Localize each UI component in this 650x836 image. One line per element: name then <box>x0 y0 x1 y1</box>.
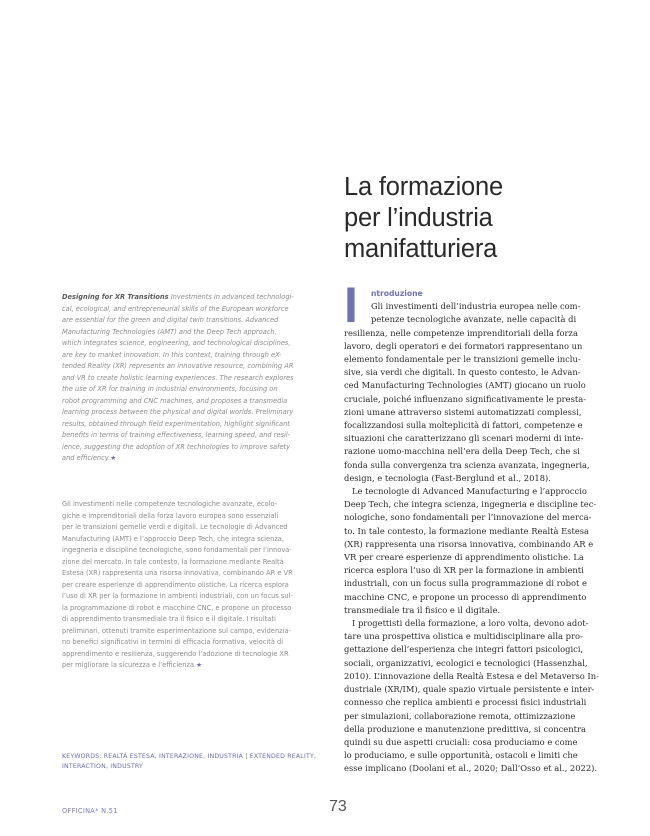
abstract-line: and VR to create holistic learning experiences. The research explores <box>62 373 294 382</box>
body-line: transmediale tra il fisico e il digitale. <box>344 604 501 615</box>
abstract-line: Manufacturing Technologies (AMT) and the Deep Tech approach, <box>62 327 277 336</box>
keywords-line: KEYWORDS: REALTÀ ESTESA, INTERAZIONE, INDUSTRIA | EXTENDED REALITY, <box>62 753 317 760</box>
abstract-line: Designing for XR Transitions Investments in advanced technologi- <box>62 293 294 301</box>
title-line: manifatturiera <box>344 235 498 263</box>
abstract-line: robot programming and CNC machines, and proposes a transmedia <box>62 396 288 405</box>
body-line: ricerca esplora l’uso di XR per la formazione in ambienti <box>344 565 584 576</box>
body-line: industriali, con un focus sulla programmazione di robot e <box>344 578 587 589</box>
ita-line: per creare esperienze di apprendimento olistiche. La ricerca esplora <box>62 580 289 589</box>
body-line: cruciale, poiché influenzano significativamente le presta- <box>344 393 587 404</box>
title-line: La formazione <box>344 173 503 201</box>
abstract-line: results, obtained through field experimentation, highlight significant <box>62 419 290 428</box>
body-line: sociali, organizzativi, ecologici e tecnologici (Hassenzhal, <box>344 657 588 668</box>
body-line: della produzione e manutenzione predittiva, si concentra <box>344 723 586 734</box>
body-line: design, e tecnologia (Fast-Berglund et al., 2018). <box>344 472 551 483</box>
abstract-line: tended Reality (XR) represents an innovative resource, combining AR <box>62 362 294 370</box>
abstract-line: are essential for the green and digital twin transitions. Advanced <box>62 316 279 324</box>
abstract-line: are key to market innovation. In this context, training through eX- <box>62 350 282 359</box>
ita-line: Manufacturing (AMT) e l’approccio Deep Tech, che integra scienza, <box>62 534 284 543</box>
body-line: Deep Tech, che integra scienza, ingegneria e discipline tec- <box>344 499 597 510</box>
ita-line: preliminari, ottenuti tramite esperimentazione sul campo, evidenzia- <box>62 626 291 635</box>
abstract-line: the use of XR for training in industrial environments, focusing on <box>62 385 278 393</box>
body-line: tare una prospettiva olistica e multidisciplinare alla pro- <box>344 631 583 642</box>
page-number: 73 <box>329 798 347 815</box>
abstract-line: learning process between the physical and digital worlds. Preliminary <box>62 408 294 416</box>
body-line: nologiche, sono fondamentali per l’innovazione del merca- <box>344 512 592 523</box>
body-line: Gli investimenti dell’industria europea nelle com- <box>371 301 581 312</box>
body-line: lavoro, degli operatori e dei formatori rappresentano un <box>344 340 583 351</box>
body-line: (XR) rappresenta una risorsa innovativa, combinando AR e <box>344 538 594 549</box>
body-line: situazioni che caratterizzano gli scenari moderni di inte- <box>344 433 584 444</box>
body-line: sive, sia verdi che digitali. In questo contesto, le Advan- <box>344 367 581 378</box>
drop-cap: I <box>344 277 358 333</box>
body-line: per simulazioni, collaborazione remota, ottimizzazione <box>344 710 576 721</box>
ita-line: ingegneria e discipline tecnologiche, sono fondamentali per l’innova- <box>62 546 292 554</box>
body-line: connesso che replica ambienti e processi fisici industriali <box>344 697 587 708</box>
body-line: lo produciamo, e sulle opportunità, ostacoli e limiti che <box>344 750 578 761</box>
body-line: focalizzandosi sulla molteplicità di fattori, competenze e <box>344 420 583 431</box>
ita-line: zione del mercato. In tale contesto, la formazione mediante Realtà <box>62 557 284 566</box>
title-line: per l’industria <box>344 204 493 232</box>
body-line: resilienza, nelle competenze imprenditoriali della forza <box>344 327 578 338</box>
ita-line: apprendimento e resilienza, suggerendo l’adozione di tecnologie XR <box>62 649 289 658</box>
body-line: petenze tecnologiche avanzate, nelle capacità di <box>371 314 577 325</box>
abstract-line: cal, ecological, and entrepreneurial skills of the European workforce <box>62 304 289 313</box>
body-line: to. In tale contesto, la formazione mediante Realtà Estesa <box>344 525 590 536</box>
body-line: dustriale (XR/IM), quale spazio virtuale persistente e inter- <box>344 684 595 695</box>
body-line: fonda sulla convergenza tra scienza avanzata, ingegneria, <box>344 459 590 470</box>
end-star-icon: ★ <box>110 454 117 462</box>
abstract-line: which integrates science, engineering, and technological disciplines, <box>62 339 291 347</box>
keywords <box>62 752 324 771</box>
body-line: Le tecnologie di Advanced Manufacturing e l’approccio <box>352 486 587 497</box>
ita-line: giche e imprenditoriali della forza lavoro europea sono essenziali <box>62 511 279 520</box>
abstract-line: and efficiency.★ <box>62 454 117 462</box>
body-line: ced Manufacturing Technologies (AMT) giocano un ruolo <box>344 380 586 391</box>
body-line: macchine CNC, e propone un processo di apprendimento <box>344 591 587 602</box>
section-heading: ntroduzione <box>371 289 423 298</box>
english-abstract <box>62 292 324 465</box>
ita-line: Estesa (XR) rappresenta una risorsa innovativa, combinando AR e VR <box>62 569 293 577</box>
body-line: razione uomo-macchina nell’era della Deep Tech, che si <box>344 446 580 457</box>
article-title <box>344 172 634 265</box>
body-line: gettazione dell’esperienza che integri fattori psicologici, <box>344 644 584 655</box>
body-line: zioni umane attraverso sistemi automatizzati complessi, <box>344 406 582 417</box>
ita-line: no benefici significativi in termini di efficacia formativa, velocità di <box>62 638 284 646</box>
body-line: VR per creare esperienze di apprendimento olistiche. La <box>344 552 584 563</box>
end-star-icon: ★ <box>196 661 203 669</box>
body-line: 2010). L’innovazione della Realtà Estesa e del Metaverso In- <box>344 670 599 681</box>
ita-line: per migliorare la sicurezza e l’efficienza.★ <box>62 661 203 669</box>
ita-line: di apprendimento transmediale tra il fisico e il digitale. I risultati <box>62 615 276 623</box>
journal-name: OFFICINA* N.51 <box>62 807 118 815</box>
keywords-line: INTERACTION, INDUSTRY <box>62 762 144 770</box>
ita-line: l’uso di XR per la formazione in ambienti industriali, con un focus sul- <box>62 592 293 600</box>
ita-line: la programmazione di robot e macchine CNC, e propone un processo <box>62 603 292 612</box>
body-line: esse implicano (Doolani et al., 2020; Dall’Osso et al., 2022). <box>344 763 598 774</box>
ita-line: Gli investimenti nelle competenze tecnologiche avanzate, ecolo- <box>62 500 278 508</box>
body-line: elemento fondamentale per le transizioni gemelle inclu- <box>344 354 581 365</box>
body-line: I progettisti della formazione, a loro volta, devono adot- <box>352 618 589 629</box>
abstract-lead: Designing for XR Transitions <box>62 293 169 301</box>
abstract-line: ience, suggesting the adoption of XR technologies to improve safety <box>62 442 291 451</box>
body-text <box>344 277 614 776</box>
ita-line: per le transizioni gemelle verdi e digitali. Le tecnologie di Advanced <box>62 523 288 531</box>
abstract-line: benefits in terms of training effectiveness, learning speed, and resil- <box>62 431 291 439</box>
italian-abstract <box>62 499 324 672</box>
body-line: quindi su due aspetti cruciali: cosa produciamo e come <box>344 736 578 747</box>
